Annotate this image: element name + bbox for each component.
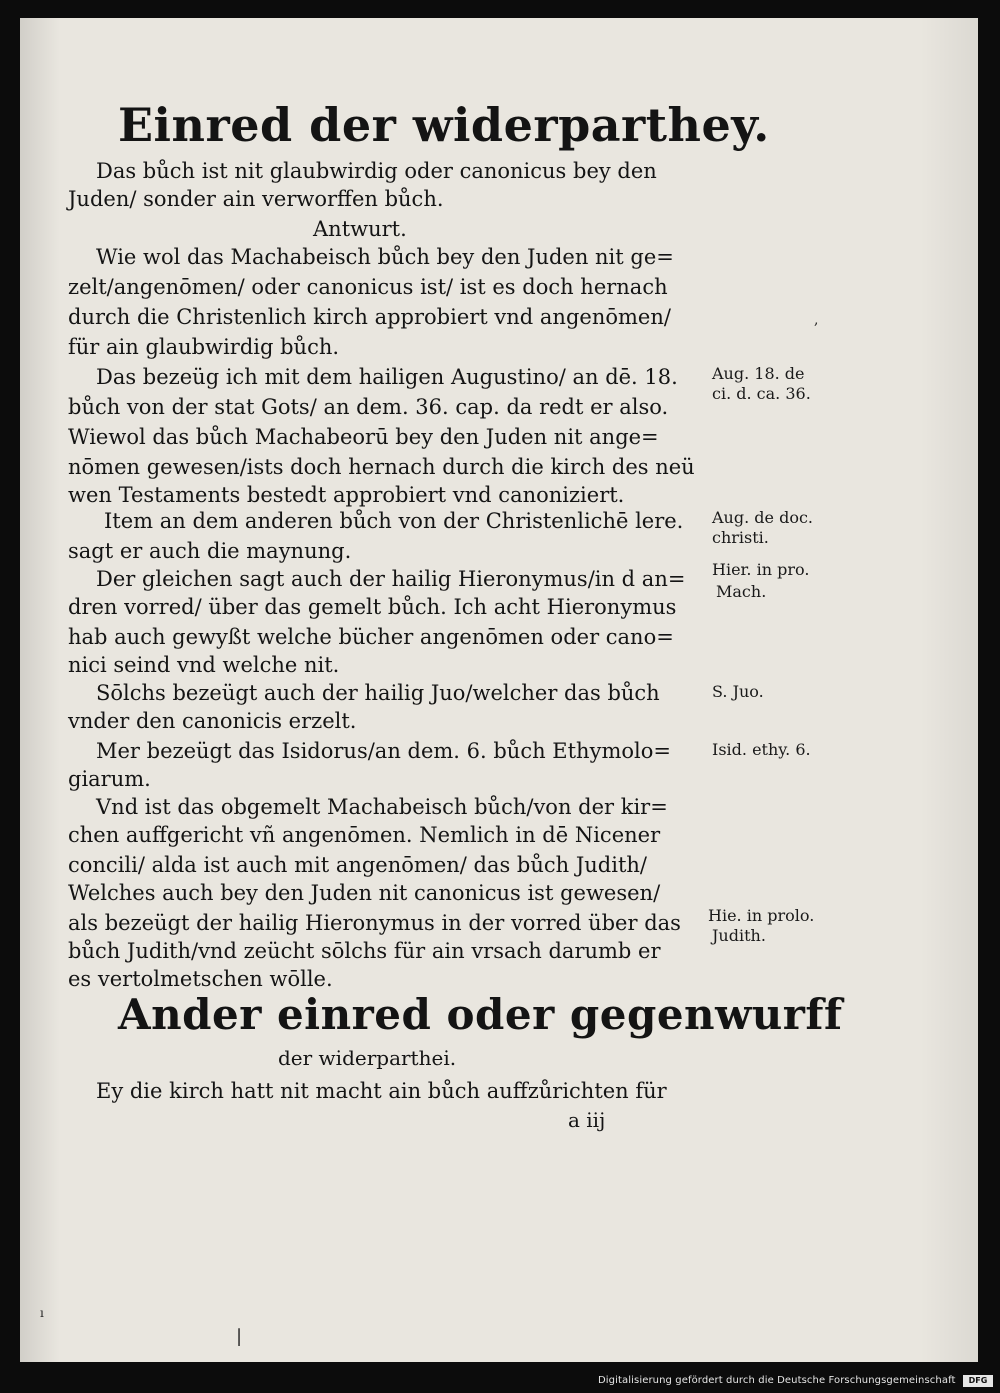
margin-note: Judith. xyxy=(712,926,766,945)
text-line: dren vorred/ über das gemelt bůch. Ich acht Hieronymus xyxy=(68,595,677,619)
margin-note: S. Juo. xyxy=(712,682,764,701)
margin-note: christi. xyxy=(712,528,769,547)
section-heading: Einred der widerparthey. xyxy=(118,98,770,152)
text-line: Der gleichen sagt auch der hailig Hieronymus/in d an= xyxy=(96,567,686,591)
section-subheading: der widerparthei. xyxy=(278,1046,457,1070)
text-line: nōmen gewesen/ists doch hernach durch die kirch des neü xyxy=(68,455,695,479)
margin-note: Aug. de doc. xyxy=(712,508,813,527)
text-line: Vnd ist das obgemelt Machabeisch bůch/von der kir= xyxy=(96,795,668,819)
text-line: giarum. xyxy=(68,767,151,791)
margin-note: Hie. in prolo. xyxy=(708,906,815,925)
text-line: nici seind vnd welche nit. xyxy=(68,653,340,677)
margin-note: Hier. in pro. xyxy=(712,560,810,579)
text-line: chen auffgericht vñ angenōmen. Nemlich in dē Nicener xyxy=(68,823,661,847)
text-line: Welches auch bey den Juden nit canonicus ist gewesen/ xyxy=(68,881,661,905)
text-line: zelt/angenōmen/ oder canonicus ist/ ist es doch hernach xyxy=(68,275,668,299)
text-line: Sōlchs bezeügt auch der hailig Juo/welcher das bůch xyxy=(96,681,660,705)
margin-note: ci. d. ca. 36. xyxy=(712,384,811,403)
text-line: für ain glaubwirdig bůch. xyxy=(68,335,340,359)
text-line: hab auch gewyßt welche bücher angenōmen oder cano= xyxy=(68,625,674,649)
text-line: Mer bezeügt das Isidorus/an dem. 6. bůch Ethymolo= xyxy=(96,739,671,763)
footer-credit: Digitalisierung gefördert durch die Deutsche Forschungsgemeinschaft xyxy=(598,1375,956,1386)
margin-note: Aug. 18. de xyxy=(712,364,805,383)
margin-note: Mach. xyxy=(716,582,767,601)
ink-speck: | xyxy=(236,1326,243,1347)
text-line: sagt er auch die maynung. xyxy=(68,539,352,563)
text-line-antwurt: Antwurt. xyxy=(313,217,407,241)
text-line: Das bezeüg ich mit dem hailigen Augustino/ an dē. 18. xyxy=(96,365,678,389)
ink-speck: ı xyxy=(40,1306,44,1320)
dfg-logo: DFG xyxy=(963,1375,993,1387)
text-line: als bezeügt der hailig Hieronymus in der vorred über das xyxy=(68,911,681,935)
text-line: bůch Judith/vnd zeücht sōlchs für ain vrsach darumb er xyxy=(68,939,661,963)
text-line: bůch von der stat Gots/ an dem. 36. cap. da redt er also. xyxy=(68,395,669,419)
text-line: concili/ alda ist auch mit angenōmen/ das bůch Judith/ xyxy=(68,853,648,877)
signature-mark: a iij xyxy=(568,1108,606,1132)
text-line: Wie wol das Machabeisch bůch bey den Juden nit ge= xyxy=(96,245,674,269)
text-line: vnder den canonicis erzelt. xyxy=(68,709,357,733)
section-heading-2: Ander einred oder gegenwurff xyxy=(118,990,843,1039)
text-line: Juden/ sonder ain verworffen bůch. xyxy=(68,187,444,211)
text-line: es vertolmetschen wōlle. xyxy=(68,967,333,991)
ink-speck: , xyxy=(814,312,819,328)
text-line: Wiewol das bůch Machabeorū bey den Juden nit ange= xyxy=(68,425,659,449)
text-line-last: Ey die kirch hatt nit macht ain bůch auffzůrichten für xyxy=(96,1079,667,1103)
text-line: Das bůch ist nit glaubwirdig oder canonicus bey den xyxy=(96,159,657,183)
text-line: durch die Christenlich kirch approbiert vnd angenōmen/ xyxy=(68,305,671,329)
margin-note: Isid. ethy. 6. xyxy=(712,740,811,759)
text-line: Item an dem anderen bůch von der Christenlichē lere. xyxy=(104,509,684,533)
text-line: wen Testaments bestedt approbiert vnd canoniziert. xyxy=(68,483,625,507)
